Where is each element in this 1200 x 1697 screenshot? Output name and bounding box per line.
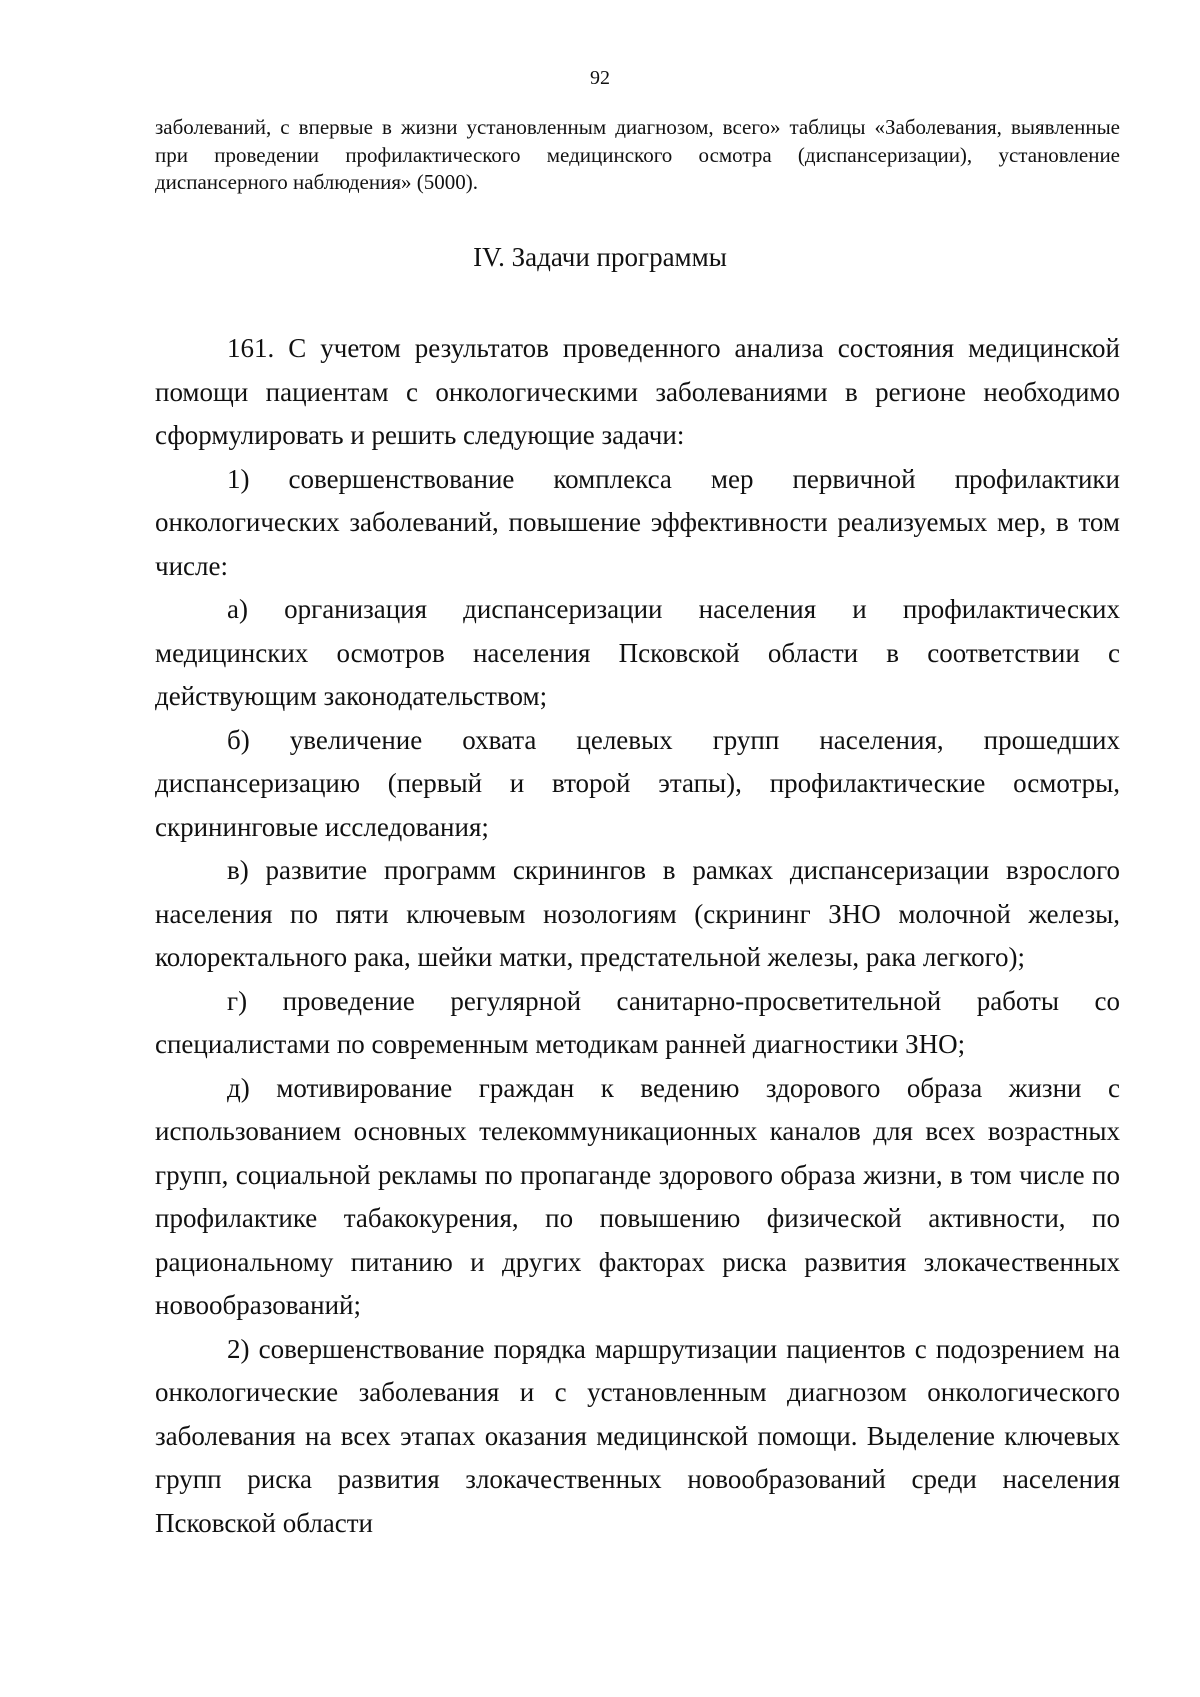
- paragraph-161: 161. С учетом результатов проведенного анализа состояния медицинской помощи пациентам с онкологическими заболеваниями в регионе необходимо сформулировать и решить следующие задачи:: [155, 333, 1120, 450]
- paragraph-item-a: а) организация диспансеризации населения и профилактических медицинских осмотров населения Псковской области в соответствии с действующим законодательством;: [155, 594, 1120, 711]
- paragraph-item-d: д) мотивирование граждан к ведению здорового образа жизни с использованием основных телекоммуникационных каналов для всех возрастных групп, социальной рекламы по пропаганде здорового образа жизни, в том числе по профилактике табакокурения, по повышению физической активности, по рациональному питанию и других факторах риска развития злокачественных новообразований;: [155, 1072, 1120, 1320]
- page-number: 92: [590, 67, 610, 89]
- intro-paragraph: заболеваний, с впервые в жизни установленным диагнозом, всего» таблицы «Заболевания, выявленные при проведении профилактического медицинского осмотра (диспансеризации), установление диспансерного наблюдения» (5000).: [155, 115, 1120, 194]
- paragraph-item-g: г) проведение регулярной санитарно-просветительной работы со специалистами по современным методикам ранней диагностики ЗНО;: [155, 985, 1120, 1059]
- paragraph-task-1: 1) совершенствование комплекса мер первичной профилактики онкологических заболеваний, повышение эффективности реализуемых мер, в том числе:: [155, 463, 1120, 581]
- document-body: [155, 327, 1120, 1545]
- paragraph-task-2: 2) совершенствование порядка маршрутизации пациентов с подозрением на онкологические заболевания и с установленным диагнозом онкологического заболевания на всех этапах оказания медицинской помощи. Выделение ключевых групп риска развития злокачественных новообразований среди населения Псковской области: [155, 1333, 1120, 1538]
- paragraph-item-v: в) развитие программ скринингов в рамках диспансеризации взрослого населения по пяти ключевым нозологиям (скрининг ЗНО молочной железы, колоректального рака, шейки матки, предстательной железы, рака легкого);: [155, 855, 1120, 972]
- section-heading: IV. Задачи программы: [473, 242, 727, 272]
- paragraph-item-b: б) увеличение охвата целевых групп населения, прошедших диспансеризацию (первый и второй этапы), профилактические осмотры, скрининговые исследования;: [155, 724, 1120, 842]
